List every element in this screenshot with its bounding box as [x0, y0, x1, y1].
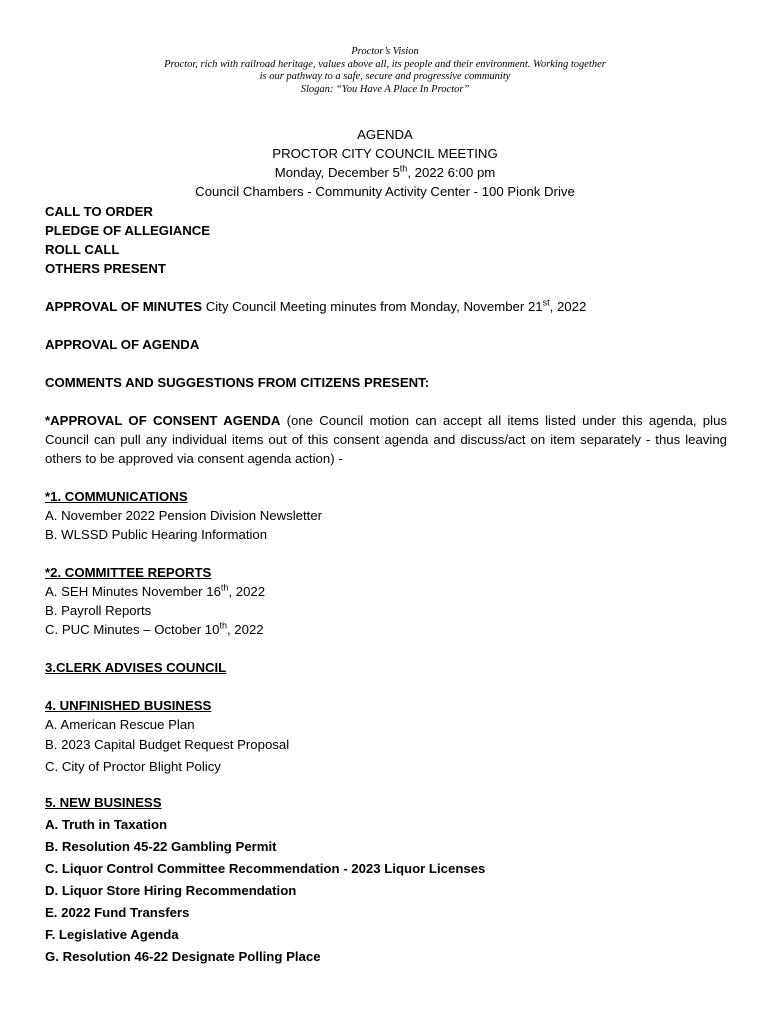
approval-of-agenda: APPROVAL OF AGENDA	[45, 337, 200, 352]
approval-of-minutes: APPROVAL OF MINUTES City Council Meeting minutes from Monday, November 21st, 2022	[45, 297, 587, 314]
unfinished-item-b: B. 2023 Capital Budget Request Proposal	[45, 737, 290, 752]
meeting-location: Council Chambers - Community Activity Center - 100 Pionk Drive	[195, 184, 575, 199]
unfinished-business-heading: 4. UNFINISHED BUSINESS	[45, 698, 212, 713]
others-present: OTHERS PRESENT	[45, 261, 166, 276]
vision-statement	[0, 46, 770, 96]
communications-heading: *1. COMMUNICATIONS	[45, 489, 188, 504]
communications-item-a: A. November 2022 Pension Division Newsletter	[45, 508, 323, 523]
call-to-order: CALL TO ORDER	[45, 204, 153, 219]
committee-item-b: B. Payroll Reports	[45, 603, 152, 618]
new-business-item-f: F. Legislative Agenda	[45, 927, 179, 942]
communications-item-b: B. WLSSD Public Hearing Information	[45, 527, 268, 542]
committee-item-c: C. PUC Minutes – October 10th, 2022	[45, 620, 264, 637]
new-business-heading: 5. NEW BUSINESS	[45, 795, 162, 810]
slogan: Slogan: “You Have A Place In Proctor”	[300, 83, 470, 95]
agenda-title: AGENDA	[357, 127, 413, 142]
pledge-of-allegiance: PLEDGE OF ALLEGIANCE	[45, 223, 211, 238]
agenda-body	[45, 202, 727, 968]
new-business-item-e: E. 2022 Fund Transfers	[45, 905, 190, 920]
committee-reports-heading: *2. COMMITTEE REPORTS	[45, 565, 212, 580]
committee-item-a: A. SEH Minutes November 16th, 2022	[45, 582, 266, 599]
citizen-comments: COMMENTS AND SUGGESTIONS FROM CITIZENS PRESENT:	[45, 375, 430, 390]
meeting-title: PROCTOR CITY COUNCIL MEETING	[272, 146, 498, 161]
vision-line-2: is our pathway to a safe, secure and progressive community	[259, 71, 511, 82]
new-business-item-d: D. Liquor Store Hiring Recommendation	[45, 883, 297, 898]
agenda-header	[0, 125, 770, 201]
new-business-item-a: A. Truth in Taxation	[45, 817, 168, 832]
meeting-date: Monday, December 5th, 2022 6:00 pm	[274, 163, 496, 180]
roll-call: ROLL CALL	[45, 242, 120, 257]
unfinished-item-c: C. City of Proctor Blight Policy	[45, 759, 221, 774]
new-business-item-g: G. Resolution 46-22 Designate Polling Place	[45, 949, 321, 964]
consent-agenda: *APPROVAL OF CONSENT AGENDA (one Council motion can accept all items listed under this agenda, plus Council can pull any individual items out of this consent agenda and discuss/act on item separately - thus leaving others to be approved via consent agenda action) -	[45, 413, 728, 466]
clerk-advises-heading: 3.CLERK ADVISES COUNCIL	[45, 660, 227, 675]
vision-title: Proctor’s Vision	[351, 46, 419, 57]
new-business-item-b: B. Resolution 45-22 Gambling Permit	[45, 839, 277, 854]
vision-line-1: Proctor, rich with railroad heritage, values above all, its people and their environment. Working together	[164, 58, 606, 70]
unfinished-item-a: A. American Rescue Plan	[45, 717, 195, 732]
new-business-item-c: C. Liquor Control Committee Recommendation - 2023 Liquor Licenses	[45, 861, 486, 876]
